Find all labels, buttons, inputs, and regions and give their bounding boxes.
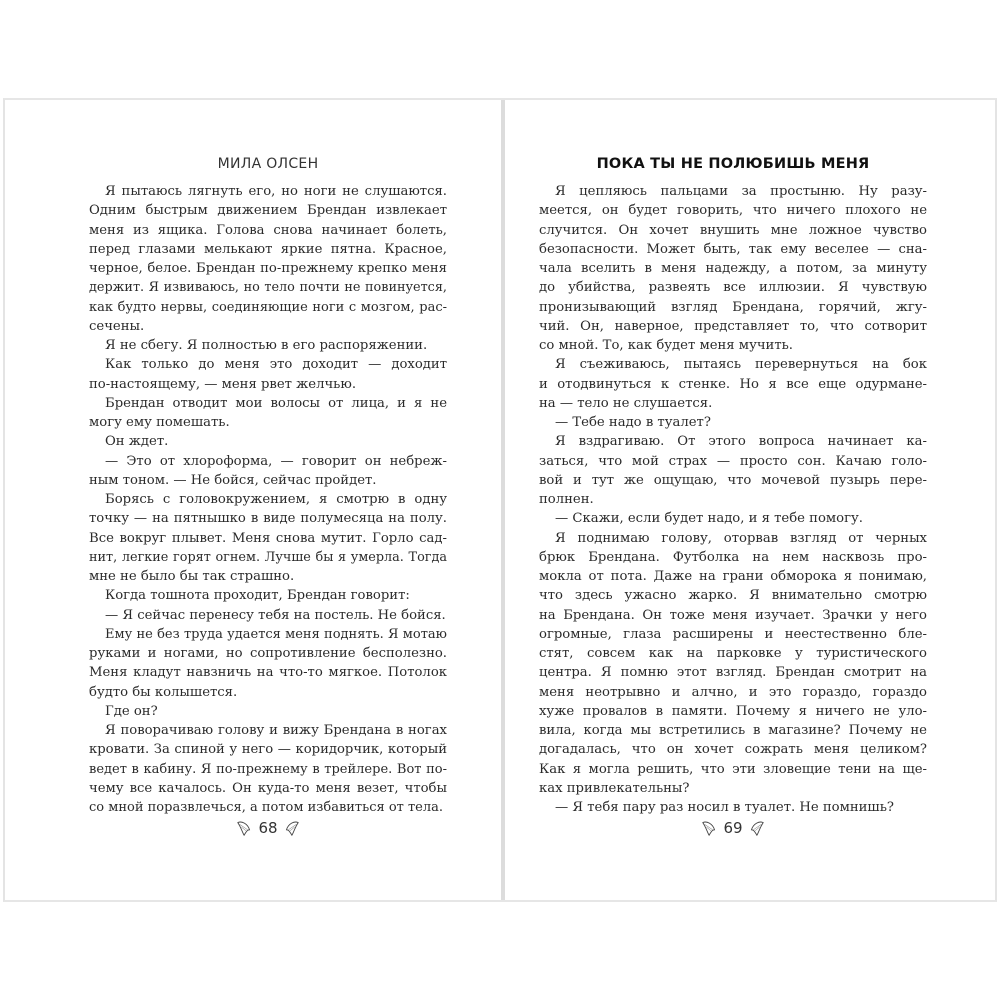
text-line: Я вздрагиваю. От этого вопроса начинает ка- bbox=[555, 434, 927, 450]
text-line: заться, что мой страх — просто сон. Качаю голо- bbox=[539, 453, 927, 469]
text-line: что здесь ужасно жарко. Я внимательно смотрю bbox=[539, 588, 927, 604]
text-line: хуже провалов в памяти. Почему я ничего не уло- bbox=[539, 703, 927, 719]
text-line: Я поворачиваю голову и вижу Брендана в ногах bbox=[105, 723, 447, 738]
book-spine bbox=[501, 100, 505, 900]
text-line: — Тебе надо в туалет? bbox=[555, 415, 711, 430]
text-line: Все вокруг плывет. Меня снова мутит. Горло сад- bbox=[89, 530, 447, 546]
text-line: Брендан отводит мои волосы от лица, и я не bbox=[105, 395, 447, 411]
left-page bbox=[89, 100, 447, 900]
text-line: Он ждет. bbox=[105, 434, 169, 450]
text-line: вой и тут же ощущаю, что мочевой пузырь пере- bbox=[539, 472, 927, 488]
text-line: по-настоящему, — меня рвет желчью. bbox=[89, 376, 357, 392]
text-line: Я пытаюсь лягнуть его, но ноги не слушаются. bbox=[105, 184, 447, 199]
text-line: чала вселить в меня надежду, а потом, за минуту bbox=[539, 261, 927, 276]
text-line: могу ему помешать. bbox=[89, 415, 230, 430]
text-line: будто бы колышется. bbox=[89, 684, 238, 700]
butterfly-wing-left-icon bbox=[701, 819, 719, 837]
text-line: меня неотрывно и алчно, и это гораздо, гораздо bbox=[539, 684, 927, 700]
text-line: Борясь с головокружением, я смотрю в одну bbox=[105, 492, 447, 507]
text-line: со мной. То, как будет меня мучить. bbox=[539, 338, 794, 353]
page-number-68: 68 bbox=[258, 819, 278, 837]
text-line: кровати. За спиной у него — коридорчик, который bbox=[89, 742, 447, 758]
text-line: мокла от пота. Даже на грани обморока я понимаю, bbox=[539, 569, 927, 584]
text-line: стят, совсем как на парковке у туристического bbox=[539, 646, 927, 661]
text-line: Я не сбегу. Я полностью в его распоряжении. bbox=[105, 338, 428, 353]
text-line: ным тоном. — Не бойся, сейчас пройдет. bbox=[89, 472, 377, 488]
page-number-left bbox=[89, 819, 447, 837]
left-page-text bbox=[89, 182, 447, 817]
text-line: до убийства, развеять все иллюзии. Я чувствую bbox=[539, 280, 927, 296]
page-number-69: 69 bbox=[723, 819, 743, 837]
text-line: огромные, глаза расширены и неестественно бле- bbox=[539, 626, 927, 642]
text-line: как будто нервы, соединяющие ноги с мозгом, рас- bbox=[89, 299, 447, 315]
text-line: Меня кладут навзничь на что-то мягкое. Потолок bbox=[89, 665, 447, 681]
text-line: пронизывающий взгляд Брендана, горячий, жгу- bbox=[539, 299, 927, 315]
text-line: ках привлекательны? bbox=[539, 780, 690, 796]
text-line: точку — на пятнышко в виде полумесяца на полу. bbox=[89, 511, 447, 527]
text-line: на Брендана. Он тоже меня изучает. Зрачки у него bbox=[539, 607, 927, 623]
text-line: — Это от хлороформа, — говорит он небреж- bbox=[105, 453, 447, 469]
text-line: чий. Он, наверное, представляет то, что сотворит bbox=[539, 318, 927, 334]
text-line: Ему не без труда удается меня поднять. Я мотаю bbox=[105, 626, 447, 642]
text-line: брюк Брендана. Футболка на нем насквозь про- bbox=[539, 549, 927, 565]
butterfly-wing-left-icon bbox=[236, 819, 254, 837]
text-line: на — тело не слушается. bbox=[539, 395, 713, 411]
text-line: мне не было бы так страшно. bbox=[89, 569, 295, 584]
text-line: — Скажи, если будет надо, и я тебе помогу. bbox=[555, 511, 863, 527]
text-line: меется, он будет говорить, что ничего плохого не bbox=[539, 203, 927, 219]
text-line: держит. Я извиваюсь, но тело почти не повинуется, bbox=[89, 280, 447, 296]
butterfly-wing-right-icon bbox=[282, 819, 300, 837]
text-line: нит, легкие горят огнем. Лучше бы я умерла. Тогда bbox=[89, 549, 447, 565]
butterfly-wing-right-icon bbox=[747, 819, 765, 837]
text-line: чему все качалось. Он куда-то меня везет, чтобы bbox=[89, 780, 447, 796]
text-line: Я цепляюсь пальцами за простыню. Ну разу- bbox=[555, 184, 927, 199]
text-line: Я поднимаю голову, оторвав взгляд от черных bbox=[555, 530, 927, 546]
text-line: черное, белое. Брендан по-прежнему крепко меня bbox=[89, 261, 447, 276]
text-line: и отодвинуться к стенке. Но я все еще одурмане- bbox=[539, 376, 927, 392]
right-page bbox=[539, 100, 927, 900]
running-head-title: ПОКА ТЫ НЕ ПОЛЮБИШЬ МЕНЯ bbox=[596, 156, 870, 172]
text-line: руками и ногами, но сопротивление бесполезно. bbox=[89, 646, 447, 661]
text-line: Одним быстрым движением Брендан извлекает bbox=[89, 203, 447, 219]
text-line: сечены. bbox=[89, 318, 145, 334]
text-line: ведет в кабину. Я по-прежнему в трейлере. Вот по- bbox=[89, 761, 447, 777]
text-line: меня из ящика. Голова снова начинает болеть, bbox=[89, 222, 447, 238]
book-spread bbox=[3, 98, 997, 902]
text-line: Когда тошнота проходит, Брендан говорит: bbox=[105, 588, 410, 604]
text-line: Где он? bbox=[105, 703, 158, 719]
text-line: — Я тебя пару раз носил в туалет. Не помнишь? bbox=[555, 800, 894, 815]
text-line: центра. Я помню этот взгляд. Брендан смотрит на bbox=[539, 665, 927, 681]
running-head-author: МИЛА ОЛСЕН bbox=[217, 156, 319, 172]
page-number-right bbox=[539, 819, 927, 837]
text-line: Как только до меня это доходит — доходит bbox=[105, 357, 447, 373]
text-line: — Я сейчас перенесу тебя на постель. Не бойся. bbox=[105, 607, 446, 623]
text-line: Как я могла решить, что эти зловещие тени на ще- bbox=[539, 761, 927, 777]
text-line: вила, когда мы встретились в магазине? Почему не bbox=[539, 723, 927, 738]
text-line: со мной поразвлечься, а потом избавиться от тела. bbox=[89, 800, 443, 815]
text-line: Я съеживаюсь, пытаясь перевернуться на бок bbox=[555, 357, 927, 373]
text-line: перед глазами мелькают яркие пятна. Красное, bbox=[89, 241, 447, 257]
text-line: догадалась, что он хочет сожрать меня целиком? bbox=[539, 742, 927, 758]
text-line: безопасности. Может быть, так ему веселее — сна- bbox=[539, 241, 927, 257]
right-page-text bbox=[539, 182, 927, 817]
text-line: случится. Он хочет внушить мне ложное чувство bbox=[539, 222, 927, 238]
text-line: полнен. bbox=[539, 492, 594, 507]
